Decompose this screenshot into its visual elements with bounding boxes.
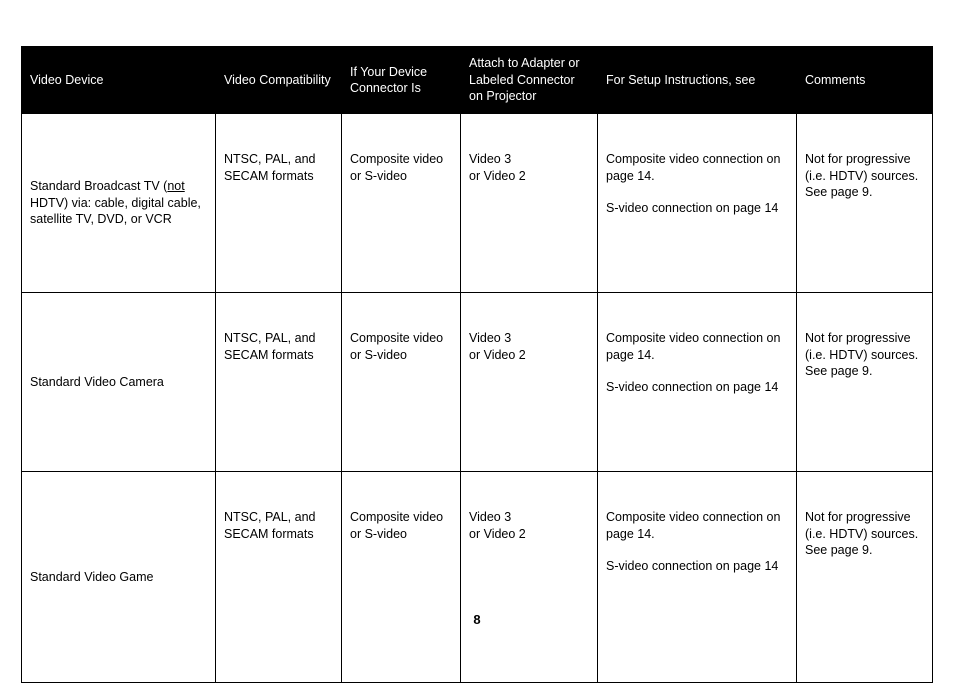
cell-attach: Video 3 or Video 2 (461, 114, 598, 293)
header-setup-instructions: For Setup Instructions, see (598, 47, 797, 114)
video-device-table (21, 46, 933, 683)
header-video-compatibility: Video Compatibility (216, 47, 342, 114)
cell-video-device (22, 114, 216, 293)
device-text: HDTV) via: cable, digital cable, (30, 195, 201, 210)
cell-video-device (22, 293, 216, 472)
cell-setup: Composite video connection on page 14. S-video connection on page 14 (598, 293, 797, 472)
header-attach-to: Attach to Adapter or Labeled Connector on Projector (461, 47, 598, 114)
table-row (22, 472, 933, 683)
device-text: Standard Video Camera (30, 374, 164, 389)
cell-attach: Video 3 or Video 2 (461, 472, 598, 683)
cell-attach: Video 3 or Video 2 (461, 293, 598, 472)
cell-setup: Composite video connection on page 14. S-video connection on page 14 (598, 114, 797, 293)
cell-connector: Composite video or S-video (342, 293, 461, 472)
header-comments: Comments (797, 47, 933, 114)
table-row (22, 293, 933, 472)
cell-compatibility: NTSC, PAL, and SECAM formats (216, 114, 342, 293)
device-text: satellite TV, DVD, or VCR (30, 212, 172, 227)
cell-video-device (22, 472, 216, 683)
device-text-underlined: not (167, 179, 185, 194)
cell-connector: Composite video or S-video (342, 114, 461, 293)
cell-setup: Composite video connection on page 14. S-video connection on page 14 (598, 472, 797, 683)
cell-connector: Composite video or S-video (342, 472, 461, 683)
cell-comments: Not for progressive (i.e. HDTV) sources. See page 9. (797, 293, 933, 472)
cell-comments: Not for progressive (i.e. HDTV) sources. See page 9. (797, 472, 933, 683)
device-text: Standard Broadcast TV ( (30, 179, 168, 194)
table-row (22, 114, 933, 293)
table-header-row (22, 47, 933, 114)
header-device-connector: If Your Device Connector Is (342, 47, 461, 114)
cell-compatibility: NTSC, PAL, and SECAM formats (216, 472, 342, 683)
header-video-device: Video Device (22, 47, 216, 114)
page-number: 8 (473, 612, 481, 627)
cell-compatibility: NTSC, PAL, and SECAM formats (216, 293, 342, 472)
cell-comments: Not for progressive (i.e. HDTV) sources. See page 9. (797, 114, 933, 293)
device-text: Standard Video Game (30, 569, 154, 584)
